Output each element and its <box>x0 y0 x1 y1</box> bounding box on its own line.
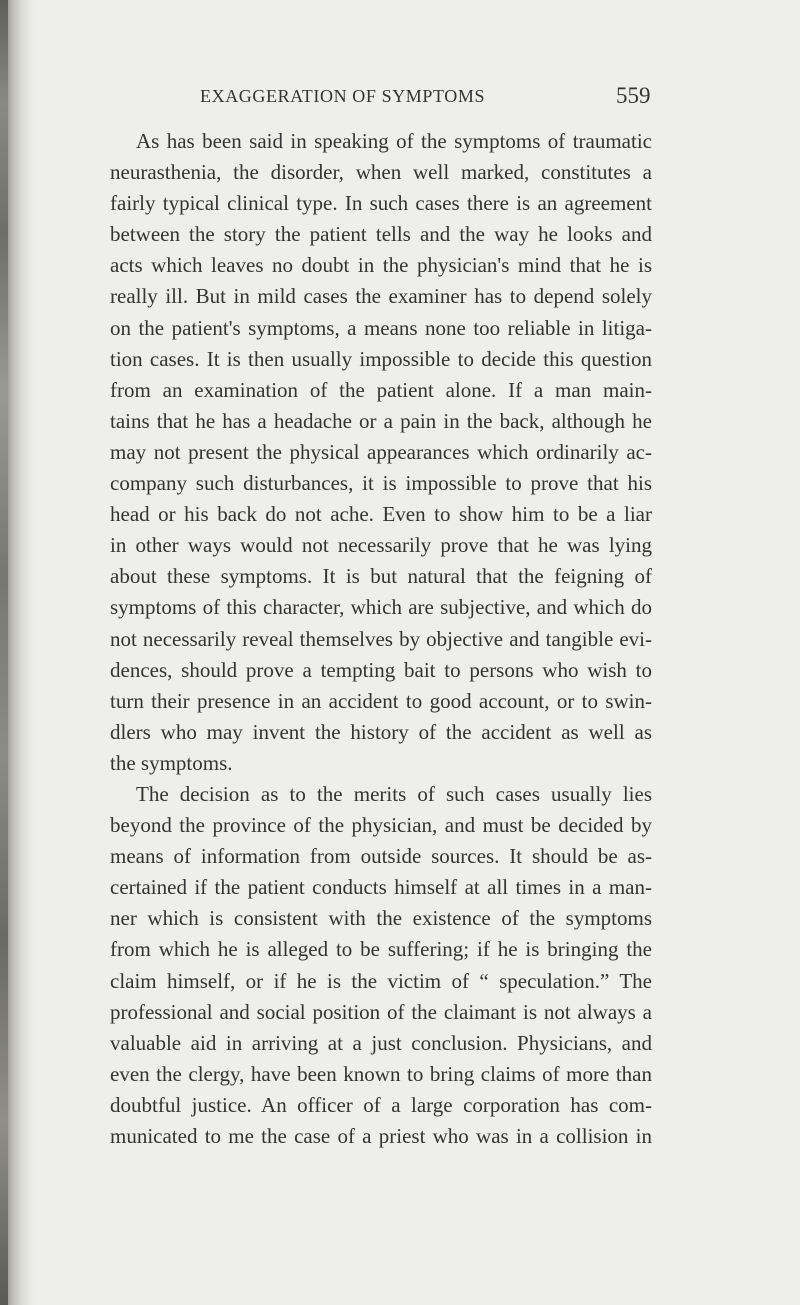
text-line: tains that he has a headache or a pain in the back, although he <box>110 408 652 433</box>
text-line: between the story the patient tells and the way he looks and <box>110 222 652 247</box>
text-line: about these symptoms. It is but natural that the feigning of <box>110 564 652 589</box>
text-line: not necessarily reveal themselves by objective and tangible evi- <box>110 626 652 651</box>
text-line: company such disturbances, it is impossible to prove that his <box>110 471 652 496</box>
running-head: EXAGGERATION OF SYMPTOMS <box>200 86 486 106</box>
text-line: symptoms of this character, which are subjective, and which do <box>110 595 652 620</box>
text-line: As has been said in speaking of the symptoms of traumatic <box>136 129 652 153</box>
text-line: means of information from outside sources. It should be as- <box>110 844 652 869</box>
text-line: The decision as to the merits of such cases usually lies <box>136 781 652 806</box>
text-line: professional and social position of the claimant is not always a <box>110 999 652 1024</box>
text-line: on the patient's symptoms, a means none too reliable in litiga- <box>110 315 652 340</box>
text-line: even the clergy, have been known to bring claims of more than <box>110 1061 652 1086</box>
text-line: neurasthenia, the disorder, when well marked, constitutes a <box>110 160 652 185</box>
text-line: doubtful justice. An officer of a large corporation has com- <box>110 1092 652 1117</box>
text-line: ner which is consistent with the existence of the symptoms <box>110 906 652 931</box>
text-line: municated to me the case of a priest who was in a collision in <box>110 1124 652 1148</box>
text-line: certained if the patient conducts himself at all times in a man- <box>110 875 652 900</box>
text-line: head or his back do not ache. Even to show him to be a liar <box>110 502 652 527</box>
text-line: claim himself, or if he is the victim of “ speculation.” The <box>110 968 652 993</box>
text-line: really ill. But in mild cases the examiner has to depend solely <box>110 284 652 309</box>
text-line: from an examination of the patient alone. If a man main- <box>110 377 652 402</box>
text-line: may not present the physical appearances which ordinarily ac- <box>110 439 652 464</box>
text-line: fairly typical clinical type. In such cases there is an agreement <box>110 191 652 216</box>
text-line: dences, should prove a tempting bait to persons who wish to <box>110 657 652 682</box>
binding-shadow <box>0 0 34 1305</box>
text-line: beyond the province of the physician, and must be decided by <box>110 813 652 838</box>
page-number: 559 <box>616 83 651 108</box>
text-line: turn their presence in an accident to good account, or to swin- <box>110 688 652 713</box>
body-text <box>110 126 652 1152</box>
text-line: dlers who may invent the history of the accident as well as <box>110 719 652 744</box>
text-line: the symptoms. <box>110 750 233 775</box>
text-line: from which he is alleged to be suffering; if he is bringing the <box>110 937 652 962</box>
text-line: in other ways would not necessarily prove that he was lying <box>110 533 652 558</box>
text-line: tion cases. It is then usually impossible to decide this question <box>110 346 652 371</box>
text-line: valuable aid in arriving at a just conclusion. Physicians, and <box>110 1030 652 1055</box>
text-line: acts which leaves no doubt in the physician's mind that he is <box>110 253 652 278</box>
